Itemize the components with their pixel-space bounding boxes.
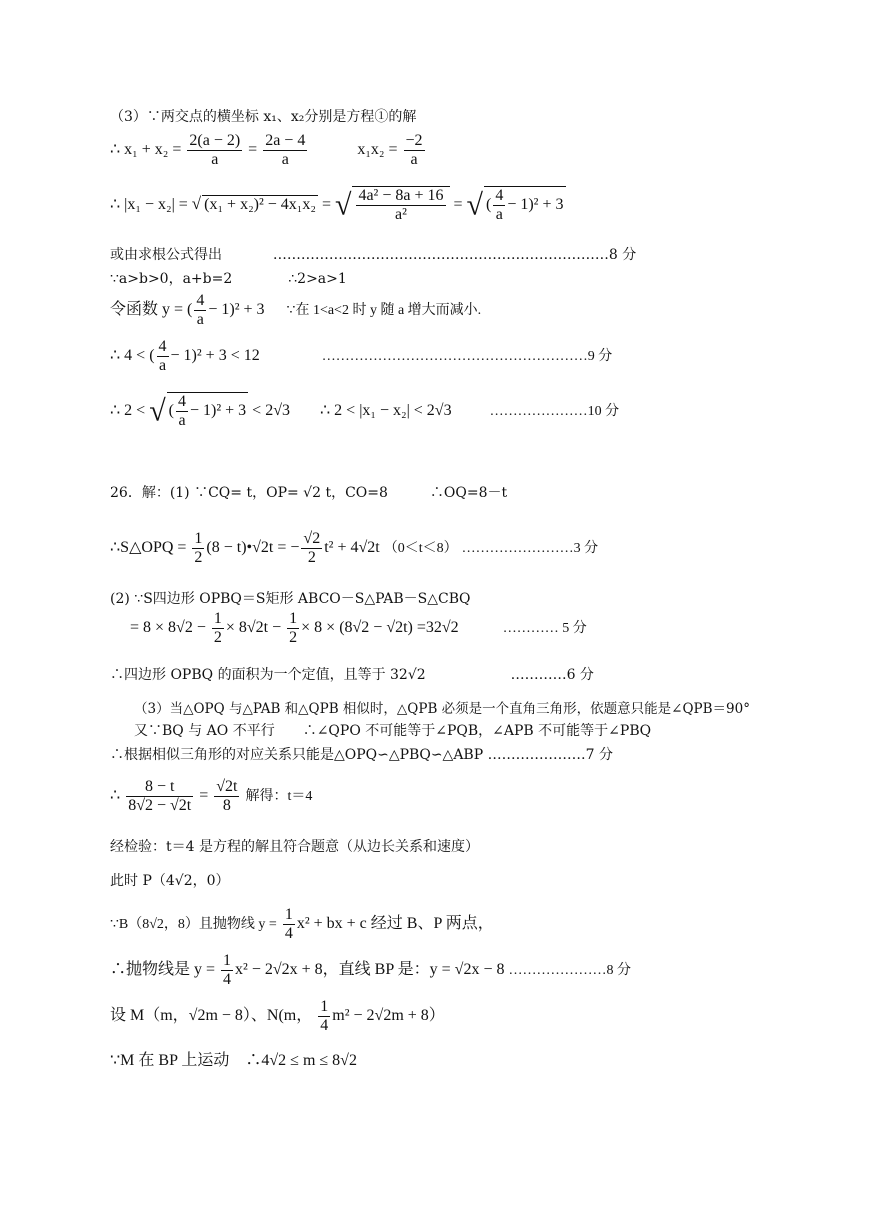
q26-line-quad-calc <box>130 610 587 647</box>
quarter-fraction <box>283 906 295 943</box>
correspondence-text: ∴根据相似三角形的对应关系只能是△OPQ∽△PBQ∽△ABP <box>110 747 484 763</box>
therefore: ∴ <box>110 787 121 805</box>
frac-num: 8 − t <box>126 778 193 797</box>
calc-start: = 8 × 8√2 − <box>130 619 206 637</box>
final-bound: < 2√3 <box>252 402 290 420</box>
frac-num: 1 <box>289 610 298 627</box>
frac-num: 1 <box>284 906 293 923</box>
calc-tail: × 8 × (8√2 − √2t) <box>301 619 413 637</box>
frac-den: a <box>410 151 418 168</box>
parabola-given-start: ∵B（8√2，8）且抛物线 y = <box>110 917 277 933</box>
q26-line-not-parallel: 又∵BQ 与 AO 不平行 ∴∠QPO 不可能等于∠PQB，∠APB 不可能等于∠PBQ <box>134 723 652 739</box>
area-middle: (8 − t)•√2t = − <box>206 539 300 557</box>
final-fraction <box>176 393 188 430</box>
part3-line-1: （3）∵两交点的横坐标 x₁、x₂分别是方程①的解 <box>110 109 417 125</box>
part3-line-range <box>110 338 612 375</box>
range-tail: − 1)² + 3 < 12 <box>170 347 260 365</box>
frac-den: a² <box>395 206 407 223</box>
frac-den: 2 <box>194 549 203 566</box>
half-fraction-a <box>212 610 224 647</box>
frac-den: a <box>211 151 219 168</box>
monotonic-note: ∵在 1<a<2 时 y 随 a 增大而减小. <box>286 303 482 319</box>
quarter-fraction <box>318 998 330 1035</box>
function-tail: − 1)² + 3 <box>208 301 265 319</box>
half-fraction-b <box>287 610 299 647</box>
score-5: ………… 5 分 <box>502 621 587 637</box>
frac-num: √2t <box>216 778 238 795</box>
parabola-given-tail: x² + bx + c 经过 B、P 两点， <box>296 915 494 933</box>
ratio-fraction-1 <box>126 778 193 815</box>
equals-sign: = <box>248 141 258 159</box>
points-mn-tail: m² − 2√2m + 8） <box>332 1007 445 1025</box>
frac-num: 1 <box>194 530 203 547</box>
frac-num: 4a² − 8a + 16 <box>358 187 444 204</box>
frac-den: a <box>281 151 289 168</box>
area-tail: t² + 4√2t <box>324 539 380 557</box>
sqrt-expression-1: (x₁ + x₂)² − 4x₁x₂ <box>204 196 316 214</box>
part3-line-function <box>110 292 481 329</box>
range-label: ∴ 4 < ( <box>110 347 155 365</box>
sqrt-inner-fraction <box>493 187 505 224</box>
sqrt-tail: − 1)² + 3 <box>190 402 247 420</box>
frac-den: 4 <box>320 1017 329 1034</box>
score-6: …………6 分 <box>510 667 594 683</box>
sqrt-fraction <box>356 187 445 224</box>
frac-num: 1 <box>223 952 232 969</box>
q26-line-check: 经检验：t＝4 是方程的解且符合题意（从边长关系和速度） <box>110 839 479 855</box>
score-9: …………………………………………………9 分 <box>321 349 613 365</box>
frac-den: 4 <box>223 971 232 988</box>
frac-den: a <box>196 311 204 328</box>
frac-den: a <box>178 412 186 429</box>
final-abs-bound: ∴ 2 < |x₁ − x₂| < 2√3 <box>319 402 452 420</box>
q26-line-similar: （3）当△OPQ 与△PAB 和△QPB 相似时，△QPB 必须是一个直角三角形，依题意只能是∠QPB＝90° <box>134 701 750 717</box>
frac-den: 8√2 − √2t <box>128 797 192 814</box>
part3-line-final: ∴ 2 < √ ( $\frac{4}{a}$ − 1)² + 3 < 2√3 ∴ 2 < |x₁ − x₂| < 2√3 …………………10 分 <box>110 393 620 429</box>
constant-area-text: ∴四边形 OPBQ 的面积为一个定值，且等于 32√2 <box>110 667 426 683</box>
points-mn-start: 设 M（m，√2m − 8）、N(m， <box>110 1007 313 1025</box>
score-7: …………………7 分 <box>487 747 613 763</box>
range-fraction <box>157 338 169 375</box>
q26-line-1: 26．解：(1) ∵CQ= t，OP= √2 t，CO=8 ∴OQ=8－t <box>110 485 508 501</box>
frac-den: 4 <box>284 925 293 942</box>
frac-den: 2 <box>213 629 222 646</box>
frac-den: a <box>158 357 167 374</box>
frac-den: a <box>495 206 503 223</box>
root2-half-fraction <box>301 530 322 567</box>
product-fraction <box>404 132 425 169</box>
paren-open: ( <box>168 402 174 420</box>
score-10: …………………10 分 <box>489 404 620 420</box>
frac-num: 1 <box>320 998 329 1015</box>
part3-line-sum-product <box>110 132 427 169</box>
half-fraction <box>192 530 204 567</box>
equals-sign: = <box>199 787 209 805</box>
abs-diff-label: ∴ |x₁ − x₂| = <box>110 196 188 214</box>
q26-line-quad-area: (2) ∵S四边形 OPBQ＝S矩形 ABCO－S△PAB－S△CBQ <box>110 591 471 607</box>
equals-sign: = <box>321 196 331 214</box>
sum-fraction-2 <box>263 132 307 169</box>
parabola-result-start: ∴抛物线是 y = <box>110 961 216 979</box>
calc-result: =32√2 <box>416 619 459 637</box>
frac-den: 2 <box>289 629 298 646</box>
frac-num: 4 <box>495 187 504 204</box>
frac-num: 4 <box>178 393 186 410</box>
quarter-fraction <box>221 952 233 989</box>
final-label: ∴ 2 < <box>110 402 146 420</box>
ratio-fraction-2 <box>214 778 239 815</box>
score-8b: …………………8 分 <box>508 963 631 979</box>
part3-line-condition: ∵a>b>0，a+b=2 ∴2>a>1 <box>110 271 347 287</box>
frac-num: 2a − 4 <box>265 132 306 149</box>
frac-den: 2 <box>307 549 316 566</box>
frac-num: −2 <box>405 132 423 149</box>
sqrt-tail: − 1)² + 3 <box>507 196 564 214</box>
t-range: （0＜t＜8） <box>383 541 458 557</box>
frac-num: √2 <box>303 530 321 547</box>
q26-line-correspondence <box>110 746 613 764</box>
parabola-result-tail: x² − 2√2x + 8，直线 BP 是：y = √2x − 8 <box>235 961 505 979</box>
sum-label: ∴ x₁ + x₂ = <box>110 141 182 159</box>
solution-t: 解得：t＝4 <box>245 789 313 805</box>
frac-num: 4 <box>196 292 205 309</box>
q26-line-area <box>110 530 598 567</box>
q26-line-parabola-result <box>110 952 631 989</box>
q26-line-ratio <box>110 778 312 815</box>
q26-line-m-range: ∵M 在 BP 上运动 ∴4√2 ≤ m ≤ 8√2 <box>110 1052 357 1069</box>
function-label: 令函数 y = ( <box>110 301 193 319</box>
function-fraction <box>194 292 206 329</box>
part3-line-root-formula <box>110 246 636 264</box>
frac-den: 8 <box>222 797 231 814</box>
score-3: ……………………3 分 <box>461 541 599 557</box>
q26-line-point-p: 此时 P（4√2，0） <box>110 873 230 889</box>
frac-num: 2(a − 2) <box>189 132 241 149</box>
product-label: x₁x₂ = <box>357 141 398 159</box>
frac-num: 4 <box>158 338 167 355</box>
q26-line-parabola-given <box>110 906 494 943</box>
paren-open: ( <box>486 196 492 214</box>
sum-fraction-1 <box>187 132 242 169</box>
root-formula-text: 或由求根公式得出 <box>110 247 222 263</box>
equals-sign: = <box>453 196 463 214</box>
calc-middle: × 8√2t − <box>225 619 282 637</box>
part3-line-abs-diff: ∴ |x₁ − x₂| = √ (x₁ + x₂)² − 4x₁x₂ = √ $\frac{\text{4a² − 8a + 16}}{\text{a²}}$ = √ ( $\frac{4}{a}$ − 1)² + 3 <box>110 187 564 223</box>
score-8: ………………………………………………………………8 分 <box>272 247 637 263</box>
q26-line-constant <box>110 666 594 684</box>
q26-line-points-mn <box>110 998 445 1035</box>
area-label: ∴S△OPQ = <box>110 539 187 557</box>
frac-num: 1 <box>213 610 222 627</box>
